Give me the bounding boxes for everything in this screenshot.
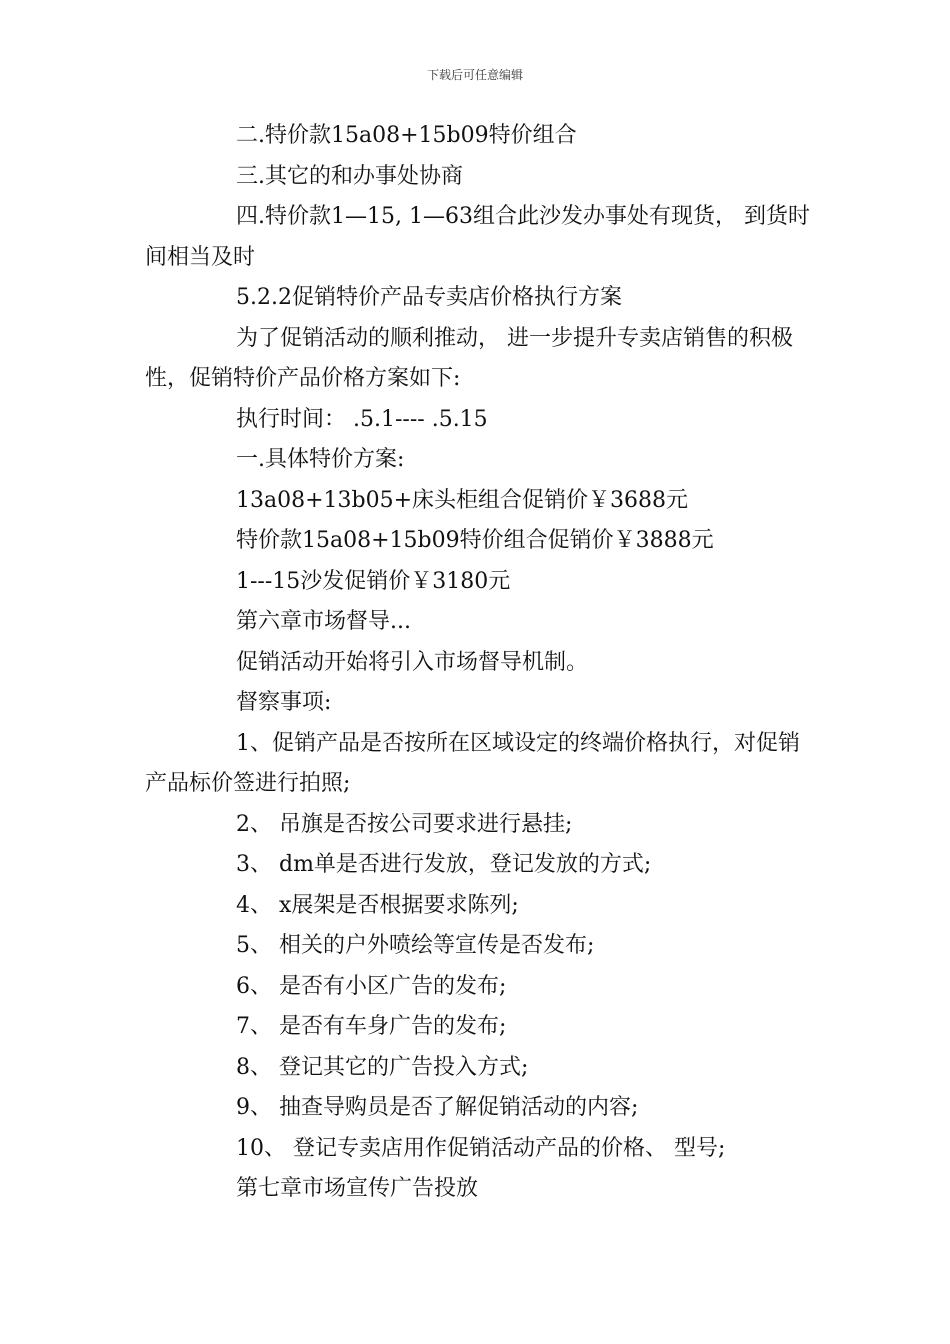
paragraph: 三.其它的和办事处协商	[236, 163, 463, 189]
paragraph: 为了促销活动的顺利推动， 进一步提升专卖店销售的积极性，促销特价产品价格方案如下:	[145, 325, 793, 391]
section-heading: 5.2.2促销特价产品专卖店价格执行方案	[236, 285, 622, 310]
list-item: 1、促销产品是否按所在区域设定的终端价格执行，对促销产品标价签进行拍照;	[145, 730, 800, 796]
list-item: 10、 登记专卖店用作促销活动产品的价格、 型号;	[236, 1135, 726, 1161]
list-item: 6、 是否有小区广告的发布;	[236, 973, 507, 999]
list-item: 3、 dm单是否进行发放，登记发放的方式;	[236, 852, 652, 877]
paragraph: 二.特价款15a08+15b09特价组合	[236, 123, 577, 148]
paragraph: 13a08+13b05+床头柜组合促销价￥3688元	[236, 487, 689, 513]
document-body	[145, 116, 810, 1210]
paragraph: 特价款15a08+15b09特价组合促销价￥3888元	[236, 528, 714, 553]
paragraph: 一.具体特价方案:	[236, 447, 405, 472]
page-header: 下载后可任意编辑	[426, 68, 523, 82]
list-item: 4、 x展架是否根据要求陈列;	[236, 892, 519, 918]
paragraph: 执行时间： .5.1---- .5.15	[236, 406, 488, 432]
chapter-heading: 第六章市场督导...	[236, 609, 411, 634]
list-item: 5、 相关的户外喷绘等宣传是否发布;	[236, 933, 595, 958]
paragraph: 1---15沙发促销价￥3180元	[236, 568, 511, 594]
list-item: 7、 是否有车身广告的发布;	[236, 1014, 507, 1039]
list-item: 2、 吊旗是否按公司要求进行悬挂;	[236, 811, 573, 837]
list-item: 8、 登记其它的广告投入方式;	[236, 1054, 529, 1080]
list-item: 9、 抽查导购员是否了解促销活动的内容;	[236, 1095, 639, 1120]
paragraph: 四.特价款1—15, 1—63组合此沙发办事处有现货， 到货时间相当及时	[145, 204, 810, 270]
paragraph: 督察事项:	[236, 690, 332, 715]
chapter-heading: 第七章市场宣传广告投放	[236, 1176, 479, 1201]
paragraph: 促销活动开始将引入市场督导机制。	[236, 649, 589, 675]
